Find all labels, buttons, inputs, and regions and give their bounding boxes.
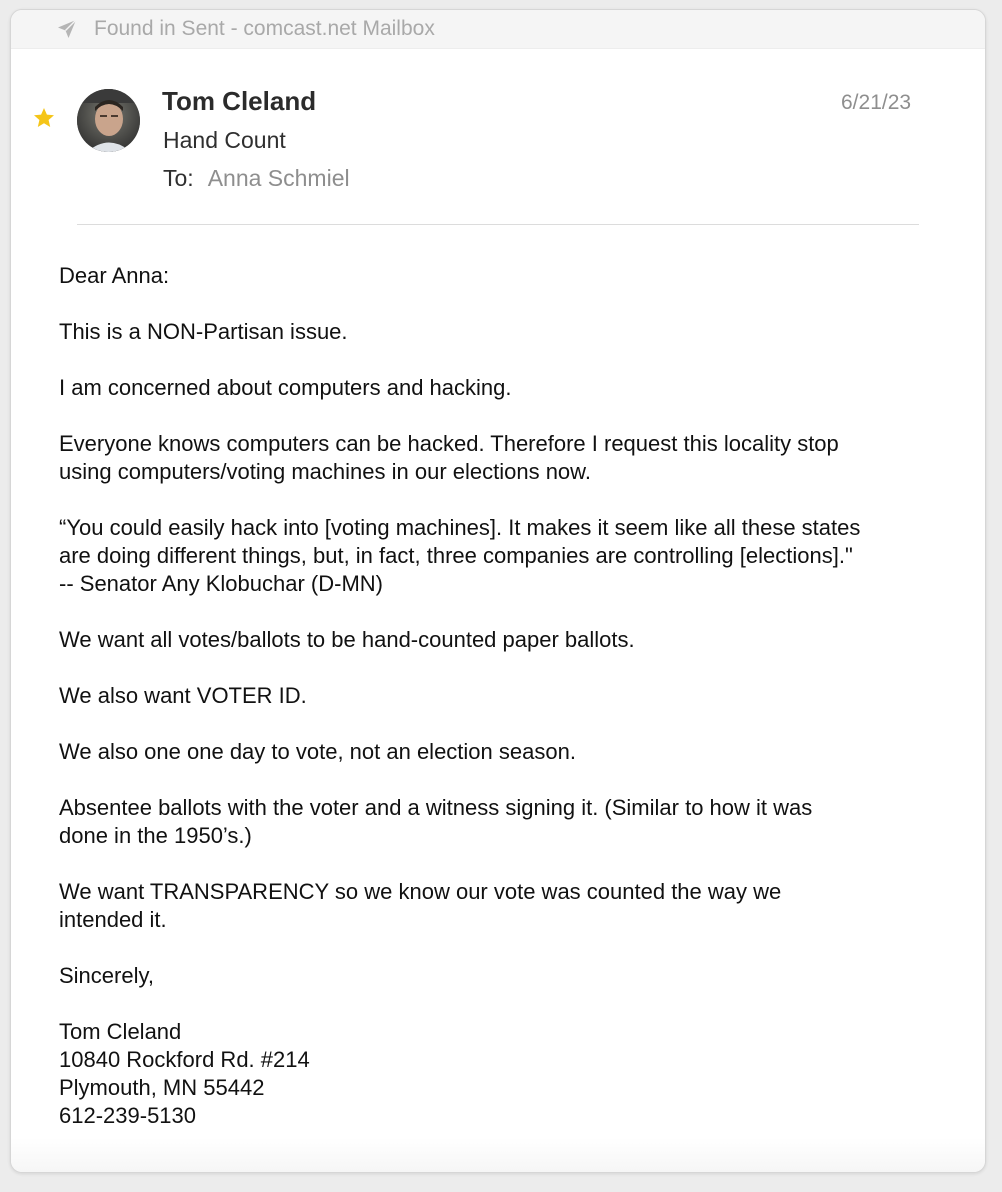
body-line: Everyone knows computers can be hacked. Therefore I request this locality stop	[59, 431, 839, 456]
body-line: I am concerned about computers and hacking.	[59, 375, 512, 400]
body-line: We also one one day to vote, not an election season.	[59, 739, 576, 764]
avatar[interactable]	[77, 89, 140, 152]
paragraph-p3	[59, 430, 959, 486]
paragraph-p4	[59, 514, 959, 598]
body-line: “You could easily hack into [voting machines]. It makes it seem like all these states	[59, 515, 861, 540]
message-date: 6/21/23	[841, 91, 912, 114]
body-line: Plymouth, MN 55442	[59, 1075, 265, 1100]
body-line: Absentee ballots with the voter and a witness signing it. (Similar to how it was	[59, 795, 813, 820]
body-line: 10840 Rockford Rd. #214	[59, 1047, 310, 1072]
paragraph-p8	[59, 794, 959, 850]
body-line: We also want VOTER ID.	[59, 683, 307, 708]
recipient-name[interactable]: Anna Schmiel	[207, 165, 350, 191]
body-line: Sincerely,	[59, 963, 154, 988]
body-line: intended it.	[59, 907, 167, 932]
sender-name[interactable]: Tom Cleland	[162, 86, 317, 116]
star-icon[interactable]	[32, 106, 56, 130]
paragraph-p6	[59, 682, 959, 710]
header-divider	[77, 224, 919, 225]
body-line: We want all votes/ballots to be hand-counted paper ballots.	[59, 627, 635, 652]
paragraph-p5	[59, 626, 959, 654]
paragraph-signature	[59, 1018, 959, 1130]
paragraph-p2	[59, 374, 959, 402]
bottom-fade	[11, 1138, 985, 1172]
paragraph-greeting	[59, 262, 959, 290]
paragraph-closing	[59, 962, 959, 990]
window-titlebar[interactable]	[11, 10, 985, 49]
message-window	[10, 9, 986, 1173]
body-line: -- Senator Any Klobuchar (D-MN)	[59, 571, 383, 596]
message-body[interactable]	[59, 262, 959, 1130]
body-line: done in the 1950’s.)	[59, 823, 252, 848]
body-line: are doing different things, but, in fact, three companies are controlling [elections]."	[59, 543, 853, 568]
paragraph-p9	[59, 878, 959, 934]
body-line: This is a NON-Partisan issue.	[59, 319, 348, 344]
body-line: Tom Cleland	[59, 1019, 182, 1044]
paragraph-p1	[59, 318, 959, 346]
to-label: To:	[163, 165, 194, 191]
paper-plane-icon	[56, 18, 78, 40]
message-subject: Hand Count	[163, 127, 286, 153]
body-line: We want TRANSPARENCY so we know our vote was counted the way we	[59, 879, 782, 904]
body-line: using computers/voting machines in our elections now.	[59, 459, 591, 484]
paragraph-p7	[59, 738, 959, 766]
window-title: Found in Sent - comcast.net Mailbox	[94, 17, 435, 40]
body-line: 612-239-5130	[59, 1103, 197, 1128]
recipient-row	[163, 164, 350, 192]
body-line: Dear Anna:	[59, 263, 170, 288]
